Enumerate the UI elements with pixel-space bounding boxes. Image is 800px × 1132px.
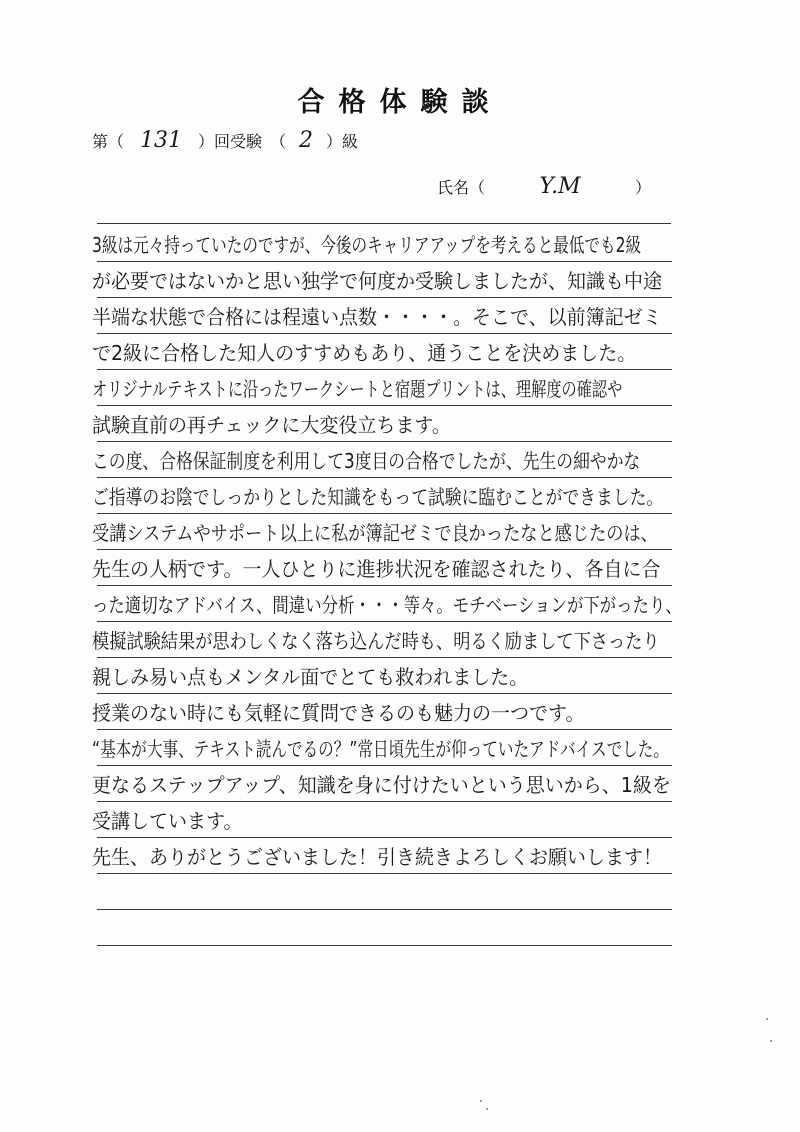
scan-speck (770, 1040, 772, 1042)
essay-line-text: 3級は元々持っていたのですが、今後のキャリアアップを考えると最低でも2級 (92, 233, 642, 257)
essay-line (92, 838, 692, 874)
essay-line-text: 受講しています。 (92, 809, 243, 833)
essay-line-text: 更なるステップアップ、知識を身に付けたいという思いから、1級を (92, 773, 671, 797)
scan-speck (480, 1100, 482, 1102)
essay-line (92, 802, 692, 838)
essay-line (92, 586, 692, 622)
essay-line (92, 514, 692, 550)
essay-line-text: 先生の人柄です。一人ひとりに進捗状況を確認されたり、各自に合 (92, 557, 661, 581)
exam-grade-value: 2 (299, 128, 314, 153)
exam-grade-suffix: ）級 (326, 132, 359, 151)
name-value: Y.M (539, 174, 581, 199)
essay-line (92, 442, 692, 478)
scan-speck (486, 1108, 488, 1110)
scan-speck (766, 1018, 768, 1020)
essay-line (92, 262, 692, 298)
essay-line (92, 370, 692, 406)
essay-line-text: 先生、ありがとうございました！引き続きよろしくお願いします！ (92, 845, 662, 869)
essay-line (92, 658, 692, 694)
essay-line-text: 半端な状態で合格には程遠い点数・・・・。そこで、以前簿記ゼミ (92, 305, 662, 329)
essay-line (92, 766, 692, 802)
essay-line-text: ご指導のお陰でしっかりとした知識をもって試験に臨むことができました。 (92, 485, 664, 509)
name-label: 氏名（ (437, 178, 486, 197)
exam-label-middle: ）回受験 （ (198, 132, 287, 151)
essay-line (92, 874, 692, 910)
essay-line-text: が必要ではないかと思い独学で何度か受験しましたが、知識も中途 (92, 269, 662, 293)
exam-number-prefix: 第（ (92, 132, 125, 151)
page-title: 合格体験談 (297, 87, 503, 118)
essay-line-text: 受講システムやサポート以上に私が簿記ゼミで良かったなと感じたのは、 (92, 521, 658, 545)
essay-line-text: 授業のない時にも気軽に質問できるのも魅力の一つです。 (92, 701, 585, 725)
essay-line-text: 試験直前の再チェックに大変役立ちます。 (92, 413, 451, 437)
essay-line (92, 226, 692, 262)
essay-line-text: この度、合格保証制度を利用して3度目の合格でしたが、先生の細やかな (92, 449, 641, 473)
essay-line (92, 694, 692, 730)
exam-number-value: 131 (140, 128, 183, 153)
essay-line (92, 334, 692, 370)
essay-line (92, 622, 692, 658)
name-close: ） (635, 178, 652, 197)
essay-line-text: った適切なアドバイス、間違い分析・・・等々。モチベーションが下がったり、 (92, 593, 682, 617)
essay-line (92, 550, 692, 586)
essay-line (92, 406, 692, 442)
essay-line (92, 298, 692, 334)
essay-line (92, 478, 692, 514)
essay-line (92, 910, 692, 946)
essay-line-text: で2級に合格した知人のすすめもあり、通うことを決めました。 (92, 341, 637, 365)
essay-line-text: “基本が大事、テキスト読んでるの？”常日頃先生が仰っていたアドバイスでした。 (92, 737, 669, 761)
essay-line-text: オリジナルテキストに沿ったワークシートと宿題プリントは、理解度の確認や (92, 377, 623, 401)
essay-line-text: 模擬試験結果が思わしくなく落ち込んだ時も、明るく励まして下さったり (92, 629, 660, 653)
essay-line-text: 親しみ易い点もメンタル面でとても救われました。 (92, 665, 529, 689)
ruled-line (97, 945, 672, 946)
essay-line (92, 730, 692, 766)
